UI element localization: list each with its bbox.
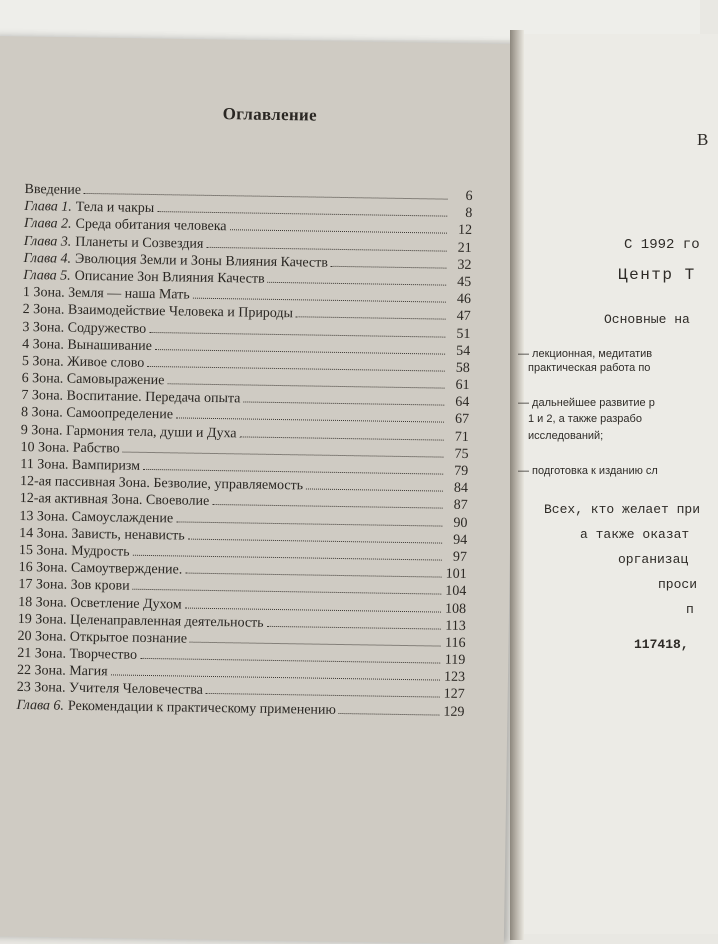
entry-title: 7 Зона. Воспитание. Передача опыта [21, 388, 241, 407]
right-line: С 1992 го [624, 237, 700, 253]
chapter-prefix: Глава 4. [23, 250, 72, 267]
page-number: 75 [454, 446, 469, 462]
entry-title: 16 Зона. Самоутверждение. [18, 560, 183, 578]
entry-title: 8 Зона. Самоопределение [20, 405, 174, 423]
dot-leader [331, 256, 447, 269]
page-number: 119 [444, 652, 466, 669]
entry-title: Описание Зон Влияния Качеств [74, 268, 265, 287]
page-number: 116 [444, 635, 466, 651]
dot-leader [167, 373, 444, 388]
dot-leader [193, 288, 446, 303]
right-line: — подготовка к изданию сл [518, 465, 658, 477]
page-number: 101 [445, 566, 467, 583]
right-line: практическая работа по [528, 362, 651, 374]
page-number: 127 [443, 687, 465, 703]
entry-title: 2 Зона. Взаимодействие Человека и Природы [22, 302, 294, 322]
entry-title: 4 Зона. Вынашивание [22, 336, 153, 354]
chapter-prefix: Глава 3. [23, 233, 72, 250]
right-line: а также оказат [580, 527, 690, 542]
entry-title: 5 Зона. Живое слово [21, 353, 145, 371]
right-line: Центр Т [618, 266, 696, 284]
entry-title: 6 Зона. Самовыражение [21, 371, 165, 389]
entry-title: Рекомендации к практическому применению [67, 698, 337, 718]
dot-leader [111, 665, 441, 681]
chapter-prefix: Глава 5. [23, 267, 71, 284]
entry-title: Среда обитания человека [75, 217, 227, 235]
right-line: Основные на [604, 312, 690, 327]
page-number: 123 [443, 669, 466, 686]
right-line: Всех, кто желает при [544, 502, 701, 517]
dot-leader [296, 307, 446, 320]
page-number: 45 [457, 274, 472, 290]
right-line: 1 и 2, а также разрабо [528, 413, 642, 425]
entry-title: Эволюция Земли и Зоны Влияния Качеств [74, 251, 329, 271]
dot-leader [123, 441, 444, 457]
entry-title: 15 Зона. Мудрость [18, 542, 130, 560]
dot-leader [147, 356, 445, 372]
page-number: 51 [456, 326, 471, 342]
page-number: 97 [452, 549, 468, 565]
dot-leader [239, 426, 443, 440]
dot-leader [149, 321, 445, 337]
page-number: 129 [443, 704, 465, 720]
page-number: 54 [456, 343, 471, 359]
dot-leader [243, 392, 444, 406]
right-line: проси [658, 577, 698, 592]
page-number: 64 [455, 395, 470, 411]
right-line: — дальнейшее развитие р [518, 397, 655, 409]
dot-leader [206, 683, 440, 698]
entry-title: 12-ая активная Зона. Своеволие [19, 491, 210, 510]
chapter-prefix: Глава 6. [16, 697, 65, 714]
dot-leader [190, 632, 441, 647]
page-number: 8 [465, 206, 473, 222]
dot-leader [176, 408, 444, 423]
chapter-prefix: Глава 2. [23, 216, 72, 233]
right-line: — лекционная, медитатив [518, 348, 653, 360]
right-line: исследований; [528, 430, 604, 442]
entry-title: Тела и чакры [75, 199, 155, 217]
right-line: организац [618, 552, 689, 567]
page-number: 58 [455, 360, 470, 376]
entry-title: 17 Зона. Зов крови [18, 577, 130, 594]
dot-leader [212, 494, 443, 509]
toc-list [16, 181, 472, 721]
right-line: В [697, 130, 710, 149]
page-number: 84 [453, 480, 469, 497]
dot-leader [267, 616, 441, 630]
dot-leader [188, 528, 443, 543]
entry-title: 13 Зона. Самоуслаждение [19, 508, 174, 526]
dot-leader [230, 220, 448, 234]
right-line: 117418, [634, 637, 689, 652]
page-number: 104 [445, 583, 467, 600]
entry-title: 22 Зона. Магия [16, 663, 108, 680]
dot-leader [133, 545, 442, 561]
page-number: 61 [455, 377, 470, 394]
dot-leader [155, 339, 445, 355]
entry-title: 3 Зона. Содружество [22, 319, 147, 337]
dot-leader [133, 579, 442, 595]
page-number: 32 [457, 257, 472, 273]
dot-leader [176, 511, 442, 526]
entry-title: 23 Зона. Учителя Человечества [16, 680, 204, 699]
dot-leader [268, 272, 447, 286]
page-number: 90 [453, 515, 468, 531]
entry-title: 19 Зона. Целенаправленная деятельность [17, 611, 264, 631]
dot-leader [339, 703, 440, 716]
dot-leader [206, 236, 447, 251]
entry-title: 12-ая пассивная Зона. Безволие, управляемость [19, 474, 304, 494]
page-number: 79 [454, 463, 469, 479]
entry-title: 11 Зона. Вампиризм [20, 456, 141, 474]
dot-leader [185, 563, 441, 578]
entry-title: Введение [24, 181, 82, 198]
table-of-contents [16, 101, 474, 721]
dot-leader [157, 201, 447, 217]
entry-title: 20 Зона. Открытое познание [17, 628, 188, 647]
dot-leader [140, 648, 440, 664]
dot-leader [143, 459, 443, 475]
page-number: 113 [445, 618, 466, 634]
page-number: 108 [444, 601, 467, 617]
entry-title: 10 Зона. Рабство [20, 439, 120, 457]
page-number: 67 [454, 412, 470, 428]
right-line: п [686, 602, 694, 617]
entry-title: 1 Зона. Земля — наша Мать [22, 285, 190, 303]
page-number: 71 [454, 429, 469, 445]
page-number: 94 [453, 532, 468, 548]
dot-leader [84, 183, 448, 200]
right-page-text [518, 0, 708, 930]
page-number: 12 [457, 223, 473, 239]
entry-title: 18 Зона. Осветление Духом [18, 594, 182, 613]
page-number: 21 [457, 240, 472, 256]
dot-leader [185, 597, 442, 612]
page-number: 87 [453, 498, 468, 514]
entry-title: 14 Зона. Зависть, ненависть [19, 525, 185, 544]
entry-title: 21 Зона. Творчество [17, 645, 138, 663]
entry-title: Планеты и Созвездия [75, 234, 204, 252]
page-number: 46 [456, 291, 472, 308]
page-number: 47 [456, 309, 471, 325]
dot-leader [306, 479, 443, 492]
page-number: 6 [465, 188, 473, 205]
toc-title: Оглавление [222, 104, 318, 125]
entry-title: 9 Зона. Гармония тела, души и Духа [20, 422, 237, 441]
chapter-prefix: Глава 1. [24, 199, 72, 215]
